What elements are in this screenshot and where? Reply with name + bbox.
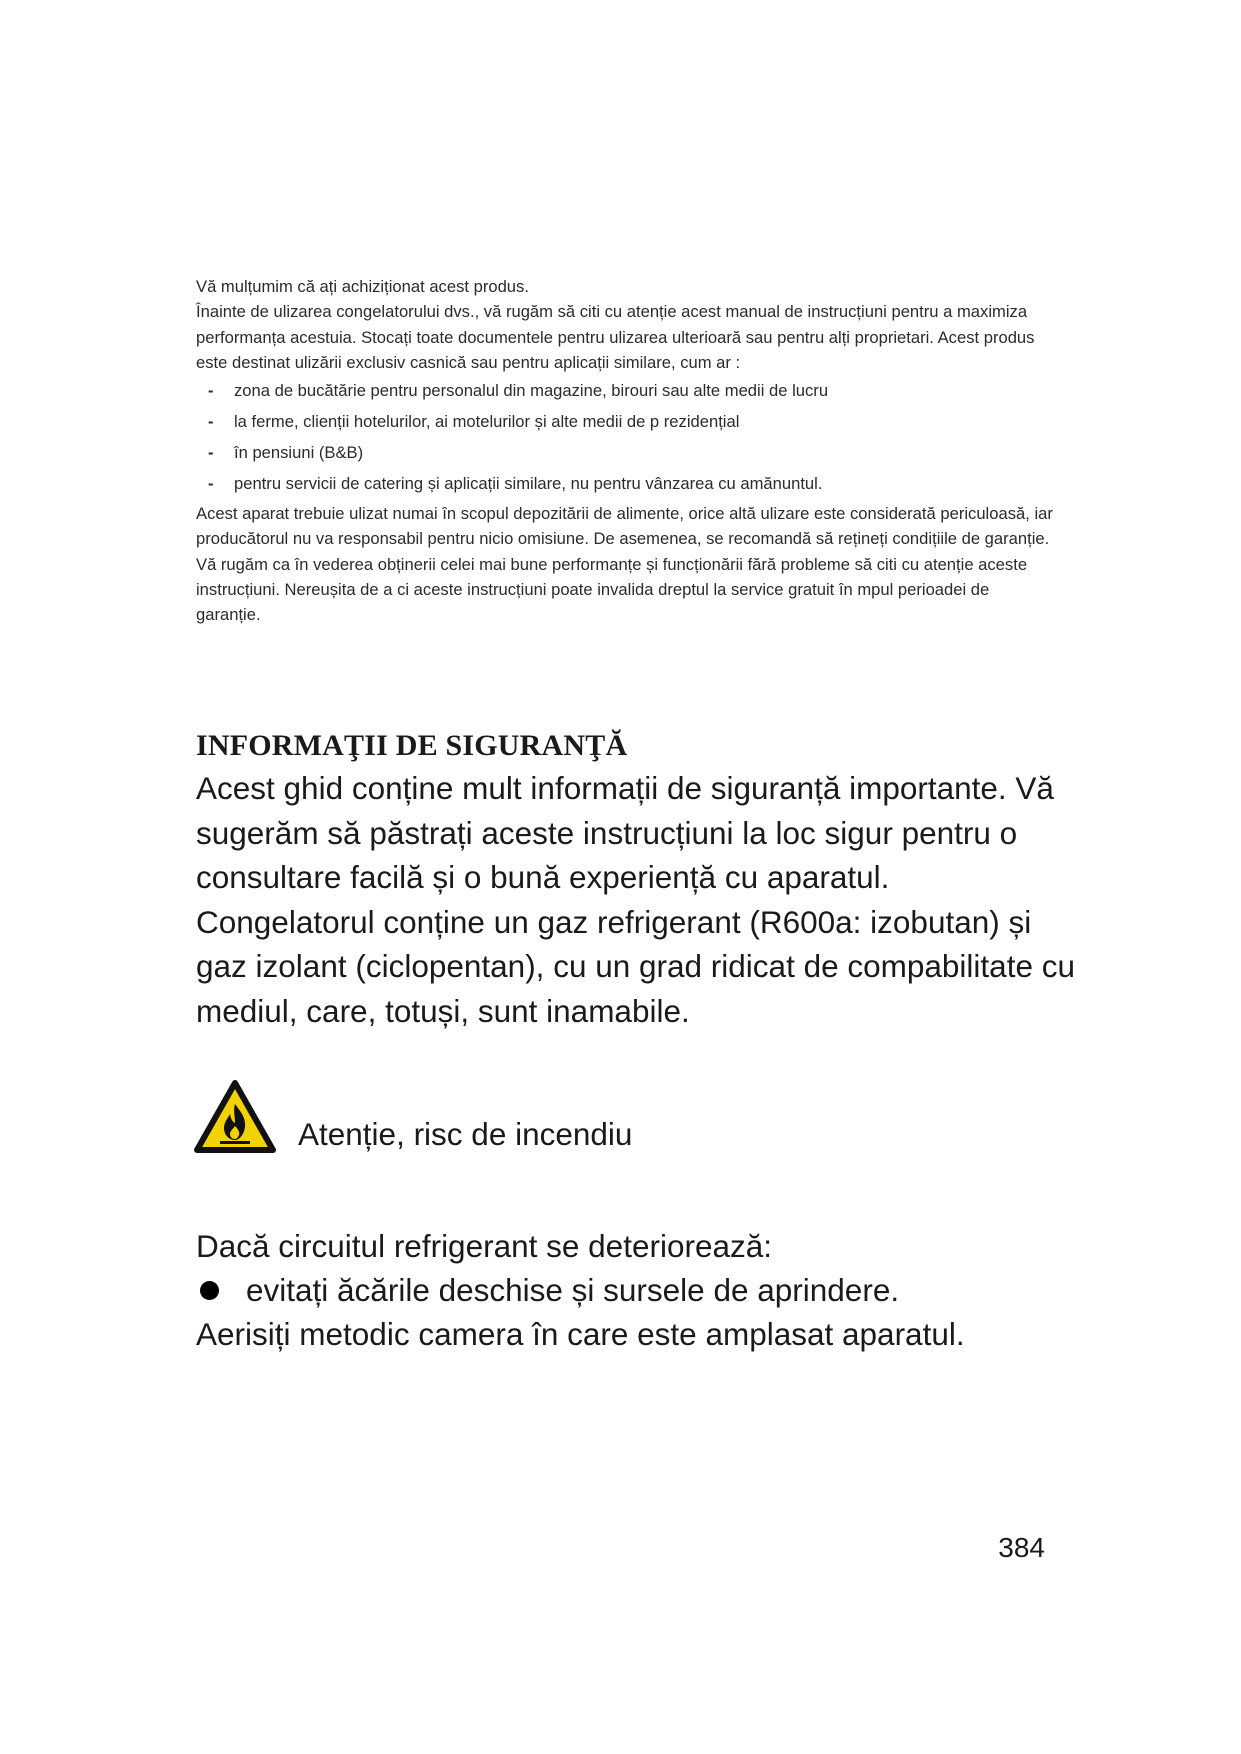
page-number: 384 — [998, 1532, 1045, 1563]
circuit-intro: Dacă circuitul refrigerant se deteriorează: — [196, 1228, 773, 1264]
safety-paragraph: Acest ghid conține mult informații de siguranță importante. Vă sugerăm să păstrați aceste instrucțiuni la loc sigur pentru o consultare facilă și o bună experiență cu aparatul. — [196, 770, 1054, 895]
list-item: - pentru servicii de catering și aplicații similare, nu pentru vânzarea cu amănuntul. — [208, 468, 1056, 499]
ventilation-line: Aerisiți metodic camera în care este amplasat aparatul. — [196, 1316, 965, 1352]
refrigerant-paragraph: Congelatorul conține un gaz refrigerant (R600a: izobutan) și gaz izolant (ciclopentan), cu un grad ridicat de compabilitate cu mediul, care, totuși, sunt inamabile. — [196, 903, 1075, 1029]
safety-section — [196, 726, 1076, 1033]
list-item: - la ferme, clienții hotelurilor, ai motelurilor și alte medii de p rezidențial — [208, 406, 1056, 437]
circuit-section — [196, 1224, 1076, 1356]
intro-paragraph: Înainte de ulizarea congelatorului dvs., vă rugăm să citi cu atenție acest manual de instrucțiuni pentru a maximiza performanța acestuia. Stocați toate documentele pentru ulizarea ulterioară sau pentru alți proprietari. Acest produs este destinat ulizării exclusiv casnică sau pentru aplicații similare, cum ar : — [196, 302, 1035, 372]
intro-section — [196, 274, 1056, 628]
usage-paragraph: Acest aparat trebuie ulizat numai în scopul depozitării de alimente, orice altă ulizare este considerată periculoasă, iar producătorul nu va responsabil pentru nicio omisiune. De asemenea, se recomandă să rețineți condițiile de garanție. Vă rugăm ca în vederea obținerii celei mai bune performanțe și funcționării fără probleme să citi cu atenție aceste instrucțiuni. Nereușita de a ci aceste instrucțiuni poate invalida dreptul la service gratuit în mpul perioadei de garanție. — [196, 504, 1053, 625]
usage-list — [196, 375, 1056, 499]
list-item: - zona de bucătărie pentru personalul din magazine, birouri sau alte medii de lucru — [208, 375, 1056, 406]
list-item: - în pensiuni (B&B) — [208, 437, 1056, 468]
dash-bullet: - — [208, 474, 214, 494]
fire-warning — [194, 1080, 894, 1160]
dash-bullet: - — [208, 412, 214, 432]
flammable-warning-icon — [194, 1080, 276, 1154]
dash-bullet: - — [208, 443, 214, 463]
thanks-line: Vă mulțumim că ați achiziționat acest produs. — [196, 277, 529, 296]
warning-text: Atenție, risc de incendiu — [298, 1116, 633, 1152]
bullet-item: evitați ăcările deschise și sursele de aprindere. — [196, 1268, 1076, 1312]
safety-heading: INFORMAŢII DE SIGURANŢĂ — [196, 729, 628, 762]
bullet-dot-icon — [200, 1281, 219, 1300]
dash-bullet: - — [208, 381, 214, 401]
